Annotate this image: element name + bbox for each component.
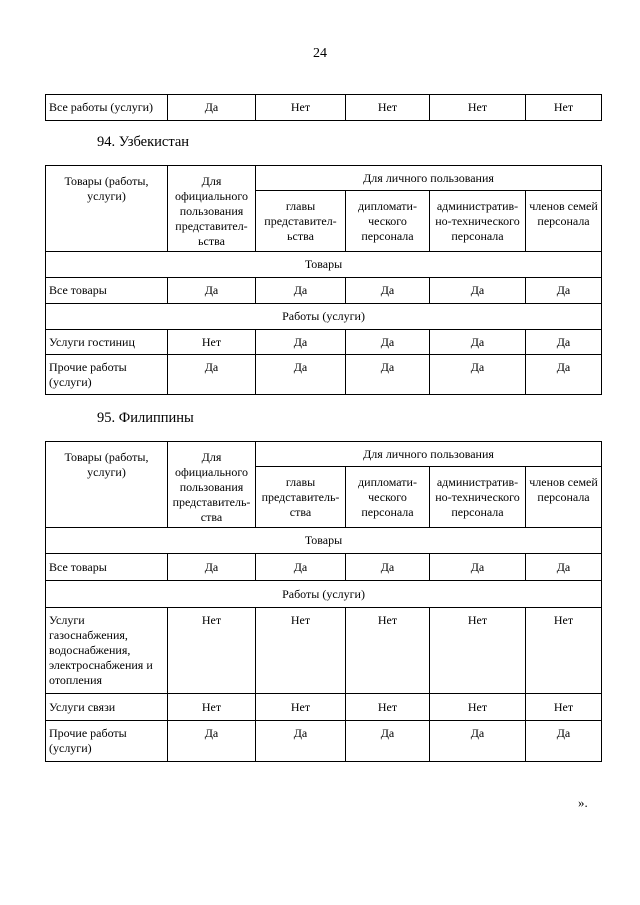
col-header-diplomatic: дипломати-ческого персонала bbox=[346, 467, 430, 528]
table-header-row bbox=[46, 442, 602, 467]
cell: Нет bbox=[168, 694, 256, 721]
table-section-row bbox=[46, 252, 602, 278]
cell: Нет bbox=[526, 95, 602, 121]
cell: Да bbox=[526, 554, 602, 581]
cell: Да bbox=[346, 554, 430, 581]
table-section-row bbox=[46, 581, 602, 608]
cell: Нет bbox=[430, 694, 526, 721]
col-header-goods: Товары (работы, услуги) bbox=[46, 166, 168, 252]
row-label: Услуги гостиниц bbox=[46, 330, 168, 355]
cell: Да bbox=[168, 554, 256, 581]
col-header-personal: Для личного пользования bbox=[256, 442, 602, 467]
col-header-head: главы представител-ьства bbox=[256, 191, 346, 252]
table-section-row bbox=[46, 304, 602, 330]
row-label: Все товары bbox=[46, 278, 168, 304]
cell: Да bbox=[168, 355, 256, 395]
col-header-admin: административ-но-технического персонала bbox=[430, 191, 526, 252]
table-row bbox=[46, 721, 602, 762]
table-row bbox=[46, 554, 602, 581]
cell: Да bbox=[430, 278, 526, 304]
cell: Да bbox=[168, 95, 256, 121]
table-row bbox=[46, 355, 602, 395]
cell: Нет bbox=[526, 694, 602, 721]
section-goods: Товары bbox=[46, 252, 602, 278]
cell: Да bbox=[430, 721, 526, 762]
col-header-personal: Для личного пользования bbox=[256, 166, 602, 191]
section-goods: Товары bbox=[46, 528, 602, 554]
row-label: Прочие работы (услуги) bbox=[46, 721, 168, 762]
cell: Да bbox=[256, 721, 346, 762]
table-row bbox=[46, 95, 602, 121]
col-header-family: членов семей персонала bbox=[526, 467, 602, 528]
cell: Да bbox=[256, 330, 346, 355]
cell: Да bbox=[346, 278, 430, 304]
table-row bbox=[46, 694, 602, 721]
cell: Да bbox=[256, 554, 346, 581]
section-works: Работы (услуги) bbox=[46, 581, 602, 608]
cell: Да bbox=[346, 355, 430, 395]
cell: Нет bbox=[256, 95, 346, 121]
cell: Нет bbox=[346, 694, 430, 721]
table-row bbox=[46, 278, 602, 304]
cell: Да bbox=[430, 355, 526, 395]
col-header-official: Для официального пользования представитель-ства bbox=[168, 442, 256, 528]
table-section-row bbox=[46, 528, 602, 554]
cell: Да bbox=[256, 278, 346, 304]
col-header-admin: административ-но-технического персонала bbox=[430, 467, 526, 528]
cell: Нет bbox=[346, 95, 430, 121]
cell: Нет bbox=[256, 694, 346, 721]
uzbekistan-table bbox=[45, 165, 602, 395]
cell: Нет bbox=[430, 95, 526, 121]
row-label: Услуги связи bbox=[46, 694, 168, 721]
cell: Нет bbox=[256, 608, 346, 694]
table-row bbox=[46, 330, 602, 355]
col-header-goods: Товары (работы, услуги) bbox=[46, 442, 168, 528]
cell: Да bbox=[168, 278, 256, 304]
cell: Нет bbox=[346, 608, 430, 694]
cell: Да bbox=[526, 355, 602, 395]
section-works: Работы (услуги) bbox=[46, 304, 602, 330]
row-label: Прочие работы (услуги) bbox=[46, 355, 168, 395]
cell: Да bbox=[430, 330, 526, 355]
cell: Нет bbox=[430, 608, 526, 694]
cell: Да bbox=[526, 330, 602, 355]
row-label: Услуги газоснабжения, водоснабжения, электроснабжения и отопления bbox=[46, 608, 168, 694]
cell: Нет bbox=[526, 608, 602, 694]
cell: Да bbox=[346, 721, 430, 762]
cell: Да bbox=[430, 554, 526, 581]
cell: Нет bbox=[168, 330, 256, 355]
cell: Да bbox=[346, 330, 430, 355]
section-heading-uzbekistan: 94. Узбекистан bbox=[97, 134, 190, 150]
col-header-family: членов семей персонала bbox=[526, 191, 602, 252]
table-row bbox=[46, 608, 602, 694]
cell: Да bbox=[526, 721, 602, 762]
col-header-official: Для официального пользования представител-ьства bbox=[168, 166, 256, 252]
cell: Да bbox=[256, 355, 346, 395]
col-header-diplomatic: дипломати-ческого персонала bbox=[346, 191, 430, 252]
section-heading-philippines: 95. Филиппины bbox=[97, 410, 194, 426]
closing-quote: ». bbox=[578, 795, 588, 810]
table-header-row bbox=[46, 166, 602, 191]
philippines-table bbox=[45, 441, 602, 762]
row-label: Все работы (услуги) bbox=[46, 95, 168, 121]
cell: Да bbox=[168, 721, 256, 762]
row-label: Все товары bbox=[46, 554, 168, 581]
cell: Да bbox=[526, 278, 602, 304]
col-header-head: главы представитель-ства bbox=[256, 467, 346, 528]
cell: Нет bbox=[168, 608, 256, 694]
continuation-table bbox=[45, 94, 602, 121]
page-number: 24 bbox=[313, 46, 327, 61]
